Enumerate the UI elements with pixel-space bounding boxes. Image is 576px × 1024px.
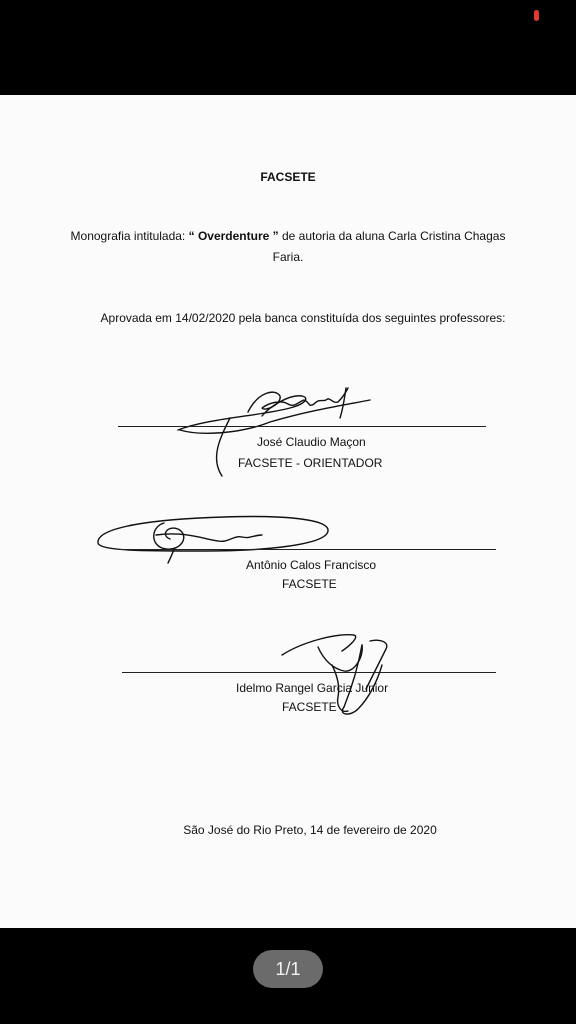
place-date: São José do Rio Preto, 14 de fevereiro de 2020: [183, 823, 437, 837]
monograph-prefix: Monografia intitulada:: [70, 229, 189, 243]
document-title: FACSETE: [260, 170, 316, 184]
signature-line-1: [118, 426, 486, 427]
page-indicator[interactable]: 1/1: [253, 950, 323, 988]
signature-line-2: [120, 549, 496, 550]
viewer-bottom-bar: [0, 928, 576, 1024]
approval-text: Aprovada em 14/02/2020 pela banca constituída dos seguintes professores:: [100, 311, 506, 325]
status-bar: [0, 0, 576, 95]
monograph-line-2: Faria.: [272, 250, 304, 264]
examiner-3-name: Idelmo Rangel Garcia Junior: [236, 681, 389, 695]
examiner-2-affiliation: FACSETE: [282, 577, 337, 591]
document-page: [0, 95, 576, 928]
monograph-suffix: de autoria da aluna Carla Cristina Chagas: [278, 229, 506, 243]
examiner-2-name: Antônio Calos Francisco: [246, 558, 377, 572]
signature-line-3: [122, 672, 496, 673]
examiner-3-affiliation: FACSETE: [282, 700, 337, 714]
examiner-1-name: José Claudio Maçon: [257, 435, 366, 449]
monograph-line-1: [0, 229, 576, 243]
recording-indicator-icon: [534, 10, 539, 21]
monograph-title: “ Overdenture ”: [188, 229, 279, 243]
examiner-1-affiliation: FACSETE - ORIENTADOR: [238, 456, 383, 470]
signature-2-icon: [94, 505, 334, 565]
